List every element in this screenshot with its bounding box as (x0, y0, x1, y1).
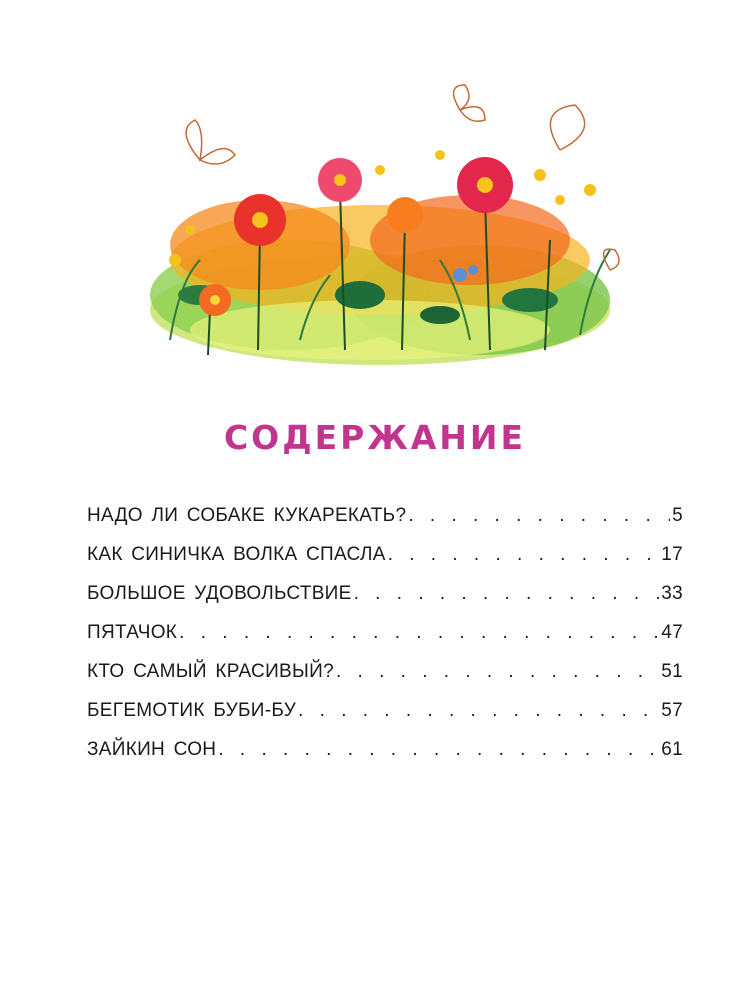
toc-entry-title: БЕГЕМОТИК БУБИ-БУ (87, 700, 297, 721)
toc-leader-dots (408, 505, 670, 527)
toc-entry-title: НАДО ЛИ СОБАКЕ КУКАРЕКАТЬ? (87, 505, 407, 526)
toc-entry-page: 17 (661, 544, 683, 565)
toc-entry[interactable] (87, 544, 683, 583)
flower-meadow-illustration (140, 80, 620, 380)
toc-entry[interactable] (87, 583, 683, 622)
toc-leader-dots (298, 700, 659, 722)
toc-entry[interactable] (87, 700, 683, 739)
toc-leader-dots (179, 622, 659, 644)
toc-entry-page: 33 (661, 583, 683, 604)
toc-entry-page: 51 (661, 661, 683, 682)
toc-leader-dots (336, 661, 659, 683)
toc-entry[interactable] (87, 622, 683, 661)
toc-entry[interactable] (87, 505, 683, 544)
toc-leader-dots (354, 583, 660, 605)
toc-leader-dots (218, 739, 659, 761)
toc-entry-title: БОЛЬШОЕ УДОВОЛЬСТВИЕ (87, 583, 352, 604)
toc-entry-title: ЗАЙКИН СОН (87, 739, 217, 760)
toc-entry-page: 5 (672, 505, 683, 526)
toc-entry-title: ПЯТАЧОК (87, 622, 178, 643)
toc-entry-page: 57 (661, 700, 683, 721)
toc-leader-dots (388, 544, 660, 566)
toc-entry-title: КТО САМЫЙ КРАСИВЫЙ? (87, 661, 334, 682)
toc-entry[interactable] (87, 661, 683, 700)
table-of-contents (87, 505, 683, 778)
toc-entry-title: КАК СИНИЧКА ВОЛКА СПАСЛА (87, 544, 386, 565)
toc-entry[interactable] (87, 739, 683, 778)
toc-entry-page: 61 (661, 739, 683, 760)
page-title: СОДЕРЖАНИЕ (223, 418, 527, 457)
toc-entry-page: 47 (661, 622, 683, 643)
